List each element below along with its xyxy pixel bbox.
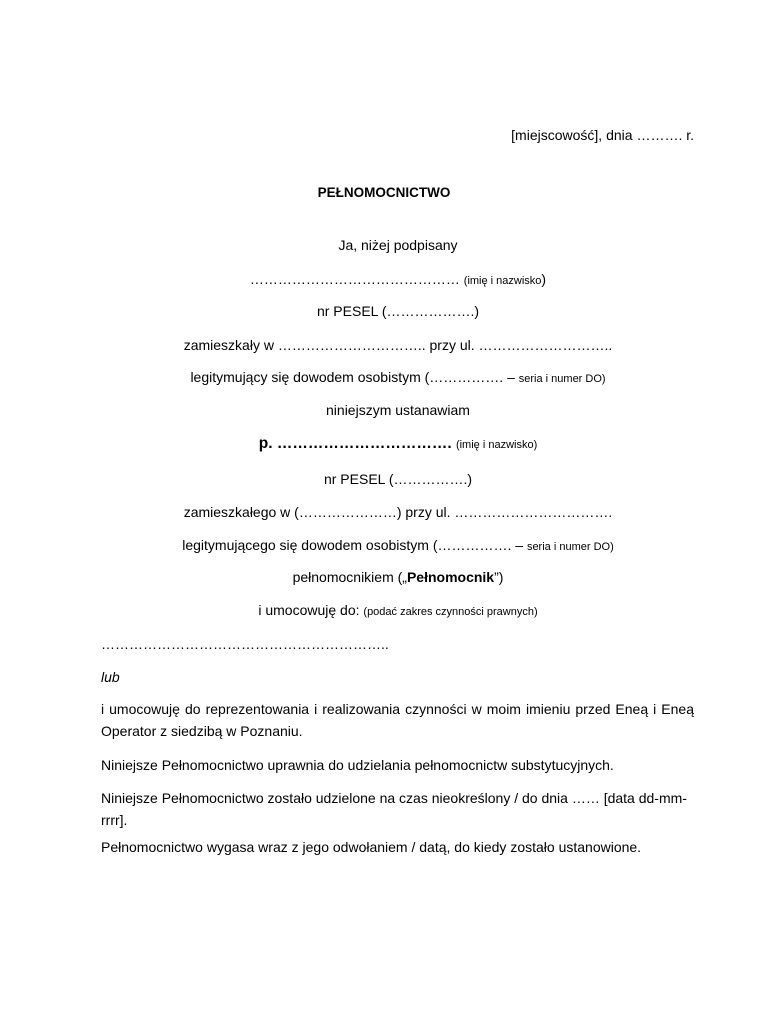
- scope-dots-line: ……………………………………………………..: [101, 636, 389, 652]
- principal-name-hint: (imię i nazwisko: [463, 275, 542, 287]
- paragraph-substitute: Niniejsze Pełnomocnictwo uprawnia do udzielania pełnomocnictw substytucyjnych.: [101, 757, 614, 773]
- attorney-pesel: nr PESEL (…………….): [323, 471, 473, 487]
- document-title: PEŁNOMOCNICTWO: [317, 185, 451, 200]
- principal-intro: Ja, niżej podpisany: [338, 237, 458, 253]
- or-label: lub: [101, 669, 120, 685]
- role-name: Pełnomocnik: [406, 569, 495, 585]
- role-prefix: pełnomocnikiem („: [292, 569, 407, 585]
- paragraph-expiry: Pełnomocnictwo wygasa wraz z jego odwołaniem / datą, do kiedy zostało ustanowione.: [101, 839, 642, 855]
- attorney-id-main: legitymującego się dowodem osobistym (……………. –: [182, 537, 527, 553]
- principal-id-hint: seria i numer DO): [518, 373, 606, 385]
- attorney-p-dots: p. …………………………….: [258, 435, 456, 452]
- attorney-name-hint: (imię i nazwisko): [455, 439, 538, 451]
- attorney-id-line: [0, 537, 768, 553]
- paragraph-duration: Niniejsze Pełnomocnictwo zostało udzielone na czas nieokreślony / do dnia …… [data dd-mm-rrrr].: [101, 790, 687, 828]
- principal-name-dots: ………………………………………: [249, 271, 464, 287]
- principal-name-line: [0, 271, 768, 287]
- place-date-line: [miejscowość], dnia ………. r.: [511, 127, 694, 143]
- attorney-address: zamieszkałego w (…………………) przy ul. …………………………….: [183, 504, 613, 520]
- principal-address: zamieszkały w ………………………….. przy ul. ………………………..: [183, 337, 613, 353]
- role-suffix: ”): [494, 569, 504, 585]
- attorney-id-hint: seria i numer DO): [526, 541, 614, 553]
- principal-name-hint-close: ): [541, 271, 547, 287]
- principal-id-line: [0, 369, 768, 385]
- principal-pesel: nr PESEL (……………….): [316, 303, 480, 319]
- scope-hint: (podać zakres czynności prawnych): [363, 606, 538, 618]
- principal-id-main: legitymujący się dowodem osobistym (……………. –: [190, 369, 519, 385]
- scope-main: i umocowuję do:: [258, 602, 364, 618]
- attorney-name-line: [0, 435, 768, 453]
- attorney-role-line: [0, 569, 768, 585]
- appoint-line: niniejszym ustanawiam: [326, 402, 470, 418]
- scope-line: [0, 602, 768, 618]
- paragraph-represent: i umocowuję do reprezentowania i realizowania czynności w moim imieniu przed Eneą i Eneą Operator z siedzibą w Poznaniu.: [101, 701, 694, 739]
